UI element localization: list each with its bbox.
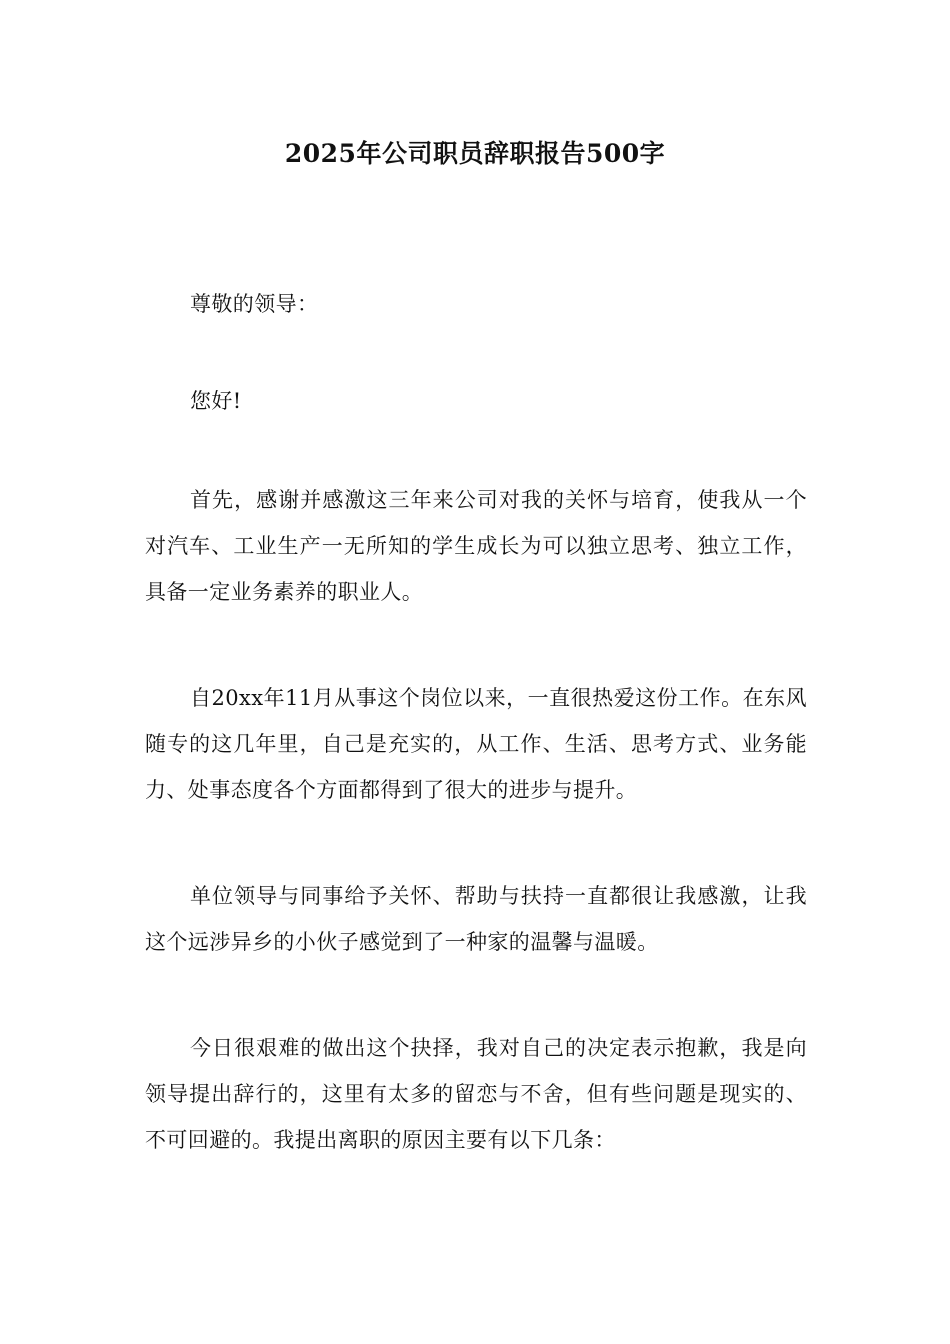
paragraph-career-history: 自20xx年11月从事这个岗位以来，一直很热爱这份工作。在东风随专的这几年里，自己是充实的，从工作、生活、思考方式、业务能力、处事态度各个方面都得到了很大的进步与提升。 xyxy=(145,686,807,802)
paragraph-colleagues: 单位领导与同事给予关怀、帮助与扶持一直都很让我感激，让我这个远涉异乡的小伙子感觉到了一种家的温馨与温暖。 xyxy=(145,884,807,954)
greeting: 您好! xyxy=(190,389,242,413)
salutation: 尊敬的领导： xyxy=(190,292,319,316)
document-title: 2025年公司职员辞职报告500字 xyxy=(284,139,666,168)
paragraph-gratitude: 首先，感谢并感激这三年来公司对我的关怀与培育，使我从一个对汽车、工业生产一无所知的学生成长为可以独立思考、独立工作，具备一定业务素养的职业人。 xyxy=(145,488,807,604)
paragraph-resignation-decision: 今日很艰难的做出这个抉择，我对自己的决定表示抱歉，我是向领导提出辞行的，这里有太多的留恋与不舍，但有些问题是现实的、不可回避的。我提出离职的原因主要有以下几条： xyxy=(145,1036,807,1152)
